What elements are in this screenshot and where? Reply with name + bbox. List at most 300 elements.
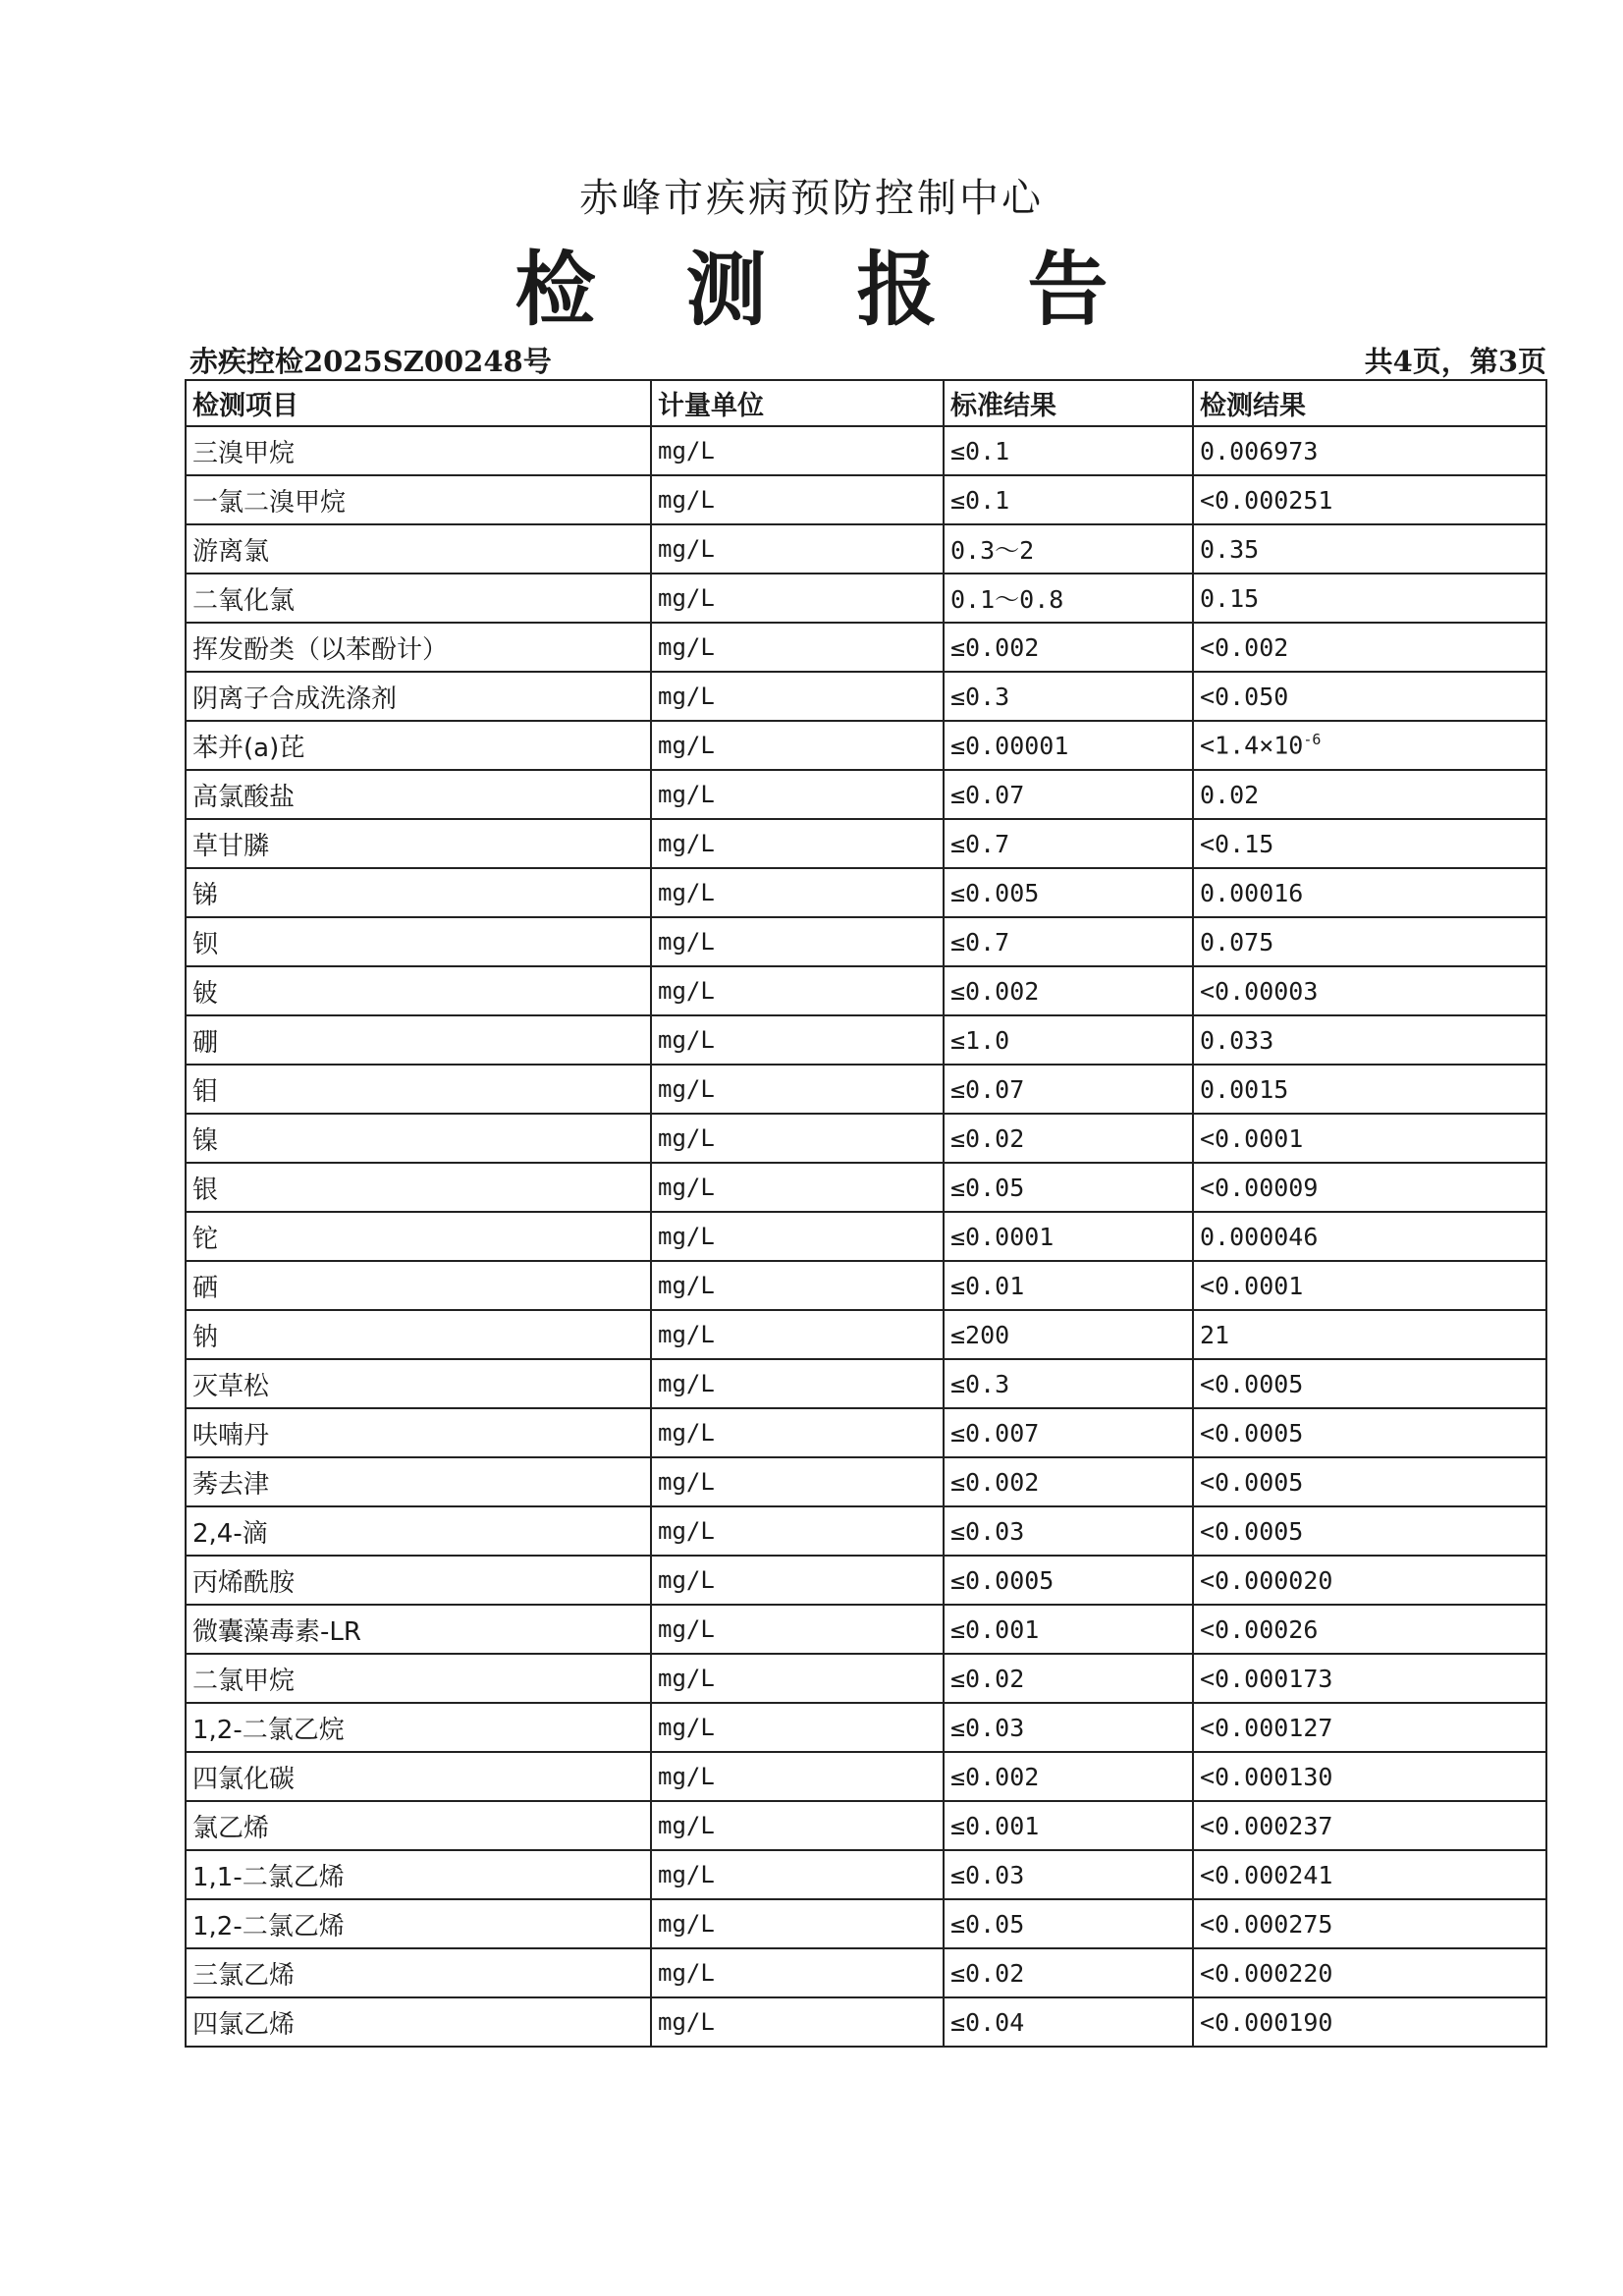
unit-cell-text: mg/L: [658, 1075, 715, 1103]
table-row: [186, 1752, 1546, 1801]
unit-cell-text: mg/L: [658, 1615, 715, 1643]
item-cell: [186, 1899, 651, 1948]
unit-cell: [651, 1752, 944, 1801]
item-cell-text: 1,1-二氯乙烯: [192, 1862, 345, 1892]
table-row: [186, 672, 1546, 721]
result-cell: [1193, 672, 1546, 721]
table-row: [186, 1850, 1546, 1899]
result-cell-text: <0.0001: [1200, 1271, 1304, 1300]
table-row: [186, 574, 1546, 623]
unit-cell: [651, 1506, 944, 1556]
table-row: [186, 475, 1546, 524]
item-cell-text: 2,4-滴: [192, 1518, 268, 1549]
result-cell: [1193, 966, 1546, 1015]
table-row: [186, 966, 1546, 1015]
item-cell: [186, 868, 651, 917]
standard-cell-text: ≤1.0: [950, 1025, 1010, 1055]
unit-cell-text: mg/L: [658, 486, 715, 514]
item-cell-text: 阴离子合成洗涤剂: [192, 683, 398, 714]
item-cell-text: 莠去津: [192, 1469, 270, 1500]
item-cell-text: 游离氯: [192, 536, 270, 567]
unit-cell: [651, 1163, 944, 1212]
result-cell: [1193, 1065, 1546, 1114]
table-row: [186, 1310, 1546, 1359]
unit-cell: [651, 1997, 944, 2047]
item-cell: [186, 1163, 651, 1212]
standard-cell: [944, 1506, 1193, 1556]
table-row: [186, 1997, 1546, 2047]
standard-cell: [944, 426, 1193, 475]
item-cell-text: 1,2-二氯乙烷: [192, 1715, 345, 1745]
result-cell-text: <0.000241: [1200, 1860, 1333, 1889]
item-cell: [186, 1556, 651, 1605]
table-row: [186, 1899, 1546, 1948]
standard-cell: [944, 1899, 1193, 1948]
standard-cell: [944, 1408, 1193, 1457]
item-cell: [186, 1015, 651, 1065]
unit-cell-text: mg/L: [658, 2008, 715, 2036]
standard-cell-text: ≤0.007: [950, 1418, 1040, 1448]
table-row: [186, 917, 1546, 966]
result-cell-text: <0.002: [1200, 632, 1289, 662]
standard-cell-text: ≤0.001: [950, 1614, 1040, 1644]
standard-cell: [944, 672, 1193, 721]
result-cell: [1193, 1310, 1546, 1359]
item-cell: [186, 917, 651, 966]
unit-cell-text: mg/L: [658, 1124, 715, 1152]
result-cell: [1193, 426, 1546, 475]
item-cell-text: 苯并(a)芘: [192, 733, 305, 763]
table-row: [186, 1212, 1546, 1261]
result-cell: [1193, 1261, 1546, 1310]
unit-cell: [651, 1457, 944, 1506]
unit-cell: [651, 1065, 944, 1114]
report-number: 赤疾控检2025SZ00248号: [189, 345, 552, 378]
table-row: [186, 426, 1546, 475]
result-cell-text: <0.0001: [1200, 1123, 1304, 1153]
item-cell-text: 铊: [192, 1224, 219, 1254]
unit-cell: [651, 868, 944, 917]
table-row: [186, 1163, 1546, 1212]
result-cell-text: <0.000127: [1200, 1713, 1333, 1742]
standard-cell-text: ≤0.02: [950, 1664, 1025, 1693]
title-char: 检: [514, 243, 596, 337]
standard-cell-text: ≤0.7: [950, 829, 1010, 858]
table-row: [186, 1408, 1546, 1457]
item-cell-text: 四氯乙烯: [192, 2009, 296, 2040]
standard-cell-text: ≤0.05: [950, 1173, 1025, 1202]
standard-cell: [944, 819, 1193, 868]
table-row: [186, 623, 1546, 672]
item-cell-text: 高氯酸盐: [192, 782, 296, 812]
unit-cell: [651, 1114, 944, 1163]
unit-cell-text: mg/L: [658, 1026, 715, 1054]
table-row: [186, 1359, 1546, 1408]
result-cell-text: <0.000220: [1200, 1958, 1333, 1988]
table-row: [186, 524, 1546, 574]
unit-cell: [651, 1605, 944, 1654]
standard-cell-text: ≤0.001: [950, 1811, 1040, 1840]
result-cell-text: <0.00026: [1200, 1614, 1319, 1644]
standard-cell-text: ≤0.00001: [950, 731, 1069, 760]
unit-cell: [651, 966, 944, 1015]
result-cell: [1193, 524, 1546, 574]
result-cell: [1193, 819, 1546, 868]
standard-cell-text: ≤0.002: [950, 1762, 1040, 1791]
unit-cell-text: mg/L: [658, 1665, 715, 1692]
column-header-unit: 计量单位: [651, 380, 944, 426]
item-cell: [186, 1457, 651, 1506]
unit-cell: [651, 770, 944, 819]
unit-cell: [651, 1212, 944, 1261]
standard-cell: [944, 1605, 1193, 1654]
standard-cell-text: ≤0.02: [950, 1123, 1025, 1153]
unit-cell-text: mg/L: [658, 535, 715, 563]
item-cell: [186, 1261, 651, 1310]
result-cell: [1193, 721, 1546, 770]
standard-cell: [944, 1114, 1193, 1163]
result-cell-text: <0.000173: [1200, 1664, 1333, 1693]
item-cell-text: 1,2-二氯乙烯: [192, 1911, 345, 1941]
standard-cell: [944, 1752, 1193, 1801]
standard-cell: [944, 1065, 1193, 1114]
unit-cell: [651, 1310, 944, 1359]
item-cell-text: 一氯二溴甲烷: [192, 487, 347, 518]
unit-cell: [651, 1015, 944, 1065]
result-cell: [1193, 1556, 1546, 1605]
result-cell: [1193, 1359, 1546, 1408]
result-cell: [1193, 770, 1546, 819]
unit-cell: [651, 819, 944, 868]
result-cell: [1193, 574, 1546, 623]
unit-cell-text: mg/L: [658, 1370, 715, 1397]
standard-cell-text: ≤0.7: [950, 927, 1010, 957]
unit-cell-text: mg/L: [658, 879, 715, 906]
standard-cell: [944, 475, 1193, 524]
result-cell: [1193, 1605, 1546, 1654]
result-cell: [1193, 1948, 1546, 1997]
table-body: [186, 426, 1546, 2047]
result-cell-text: <0.0005: [1200, 1369, 1304, 1398]
standard-cell-text: ≤0.03: [950, 1516, 1025, 1546]
result-cell-text: 0.006973: [1200, 436, 1319, 465]
standard-cell: [944, 1850, 1193, 1899]
item-cell-text: 钠: [192, 1322, 219, 1352]
item-cell-text: 丙烯酰胺: [192, 1567, 296, 1598]
unit-cell: [651, 1359, 944, 1408]
item-cell: [186, 1506, 651, 1556]
result-cell-text: 21: [1200, 1320, 1230, 1349]
standard-cell: [944, 1163, 1193, 1212]
standard-cell: [944, 1703, 1193, 1752]
result-cell-text: 0.075: [1200, 927, 1274, 957]
item-cell-text: 镍: [192, 1125, 219, 1156]
result-cell-text: 0.0015: [1200, 1074, 1289, 1104]
unit-cell: [651, 1408, 944, 1457]
unit-cell: [651, 1850, 944, 1899]
unit-cell: [651, 1801, 944, 1850]
item-cell-text: 二氧化氯: [192, 585, 296, 616]
result-cell-text: <1.4×10: [1200, 731, 1304, 760]
result-cell: [1193, 1212, 1546, 1261]
unit-cell-text: mg/L: [658, 1714, 715, 1741]
standard-cell: [944, 721, 1193, 770]
result-cell-text: 0.00016: [1200, 878, 1304, 907]
result-cell: [1193, 623, 1546, 672]
unit-cell: [651, 917, 944, 966]
table-row: [186, 1457, 1546, 1506]
standard-cell-text: ≤0.07: [950, 1074, 1025, 1104]
standard-cell: [944, 524, 1193, 574]
item-cell-text: 铍: [192, 978, 219, 1009]
standard-cell: [944, 770, 1193, 819]
result-cell-text: <0.000251: [1200, 485, 1333, 515]
title-char: 报: [856, 243, 938, 337]
result-cell: [1193, 1899, 1546, 1948]
standard-cell-text: ≤0.05: [950, 1909, 1025, 1939]
result-cell: [1193, 1801, 1546, 1850]
item-cell: [186, 1801, 651, 1850]
result-cell-text: 0.033: [1200, 1025, 1274, 1055]
unit-cell-text: mg/L: [658, 1812, 715, 1839]
unit-cell-text: mg/L: [658, 928, 715, 956]
title-char: 告: [1027, 243, 1109, 337]
unit-cell-text: mg/L: [658, 1517, 715, 1545]
standard-cell-text: 0.3～2: [950, 536, 1035, 565]
table-row: [186, 868, 1546, 917]
result-cell: [1193, 1114, 1546, 1163]
standard-cell: [944, 868, 1193, 917]
item-cell-text: 硒: [192, 1273, 219, 1303]
result-cell-text: <0.15: [1200, 829, 1274, 858]
result-cell-text: 0.35: [1200, 534, 1260, 564]
column-header-item: 检测项目: [186, 380, 651, 426]
unit-cell: [651, 721, 944, 770]
item-cell: [186, 1310, 651, 1359]
table-row: [186, 770, 1546, 819]
standard-cell-text: ≤0.02: [950, 1958, 1025, 1988]
standard-cell: [944, 1997, 1193, 2047]
item-cell-text: 钡: [192, 929, 219, 959]
item-cell-text: 灭草松: [192, 1371, 270, 1401]
unit-cell: [651, 623, 944, 672]
result-cell-text: <0.00003: [1200, 976, 1319, 1006]
standard-cell-text: ≤200: [950, 1320, 1010, 1349]
result-cell: [1193, 1457, 1546, 1506]
result-cell: [1193, 1015, 1546, 1065]
result-cell: [1193, 1752, 1546, 1801]
unit-cell-text: mg/L: [658, 1468, 715, 1496]
result-cell-text: <0.000130: [1200, 1762, 1333, 1791]
unit-cell-text: mg/L: [658, 1861, 715, 1888]
unit-cell-text: mg/L: [658, 633, 715, 661]
table-header-row: [186, 380, 1546, 426]
result-cell: [1193, 1703, 1546, 1752]
unit-cell: [651, 426, 944, 475]
standard-cell-text: ≤0.04: [950, 2007, 1025, 2037]
standard-cell: [944, 1310, 1193, 1359]
results-table: [185, 379, 1547, 2048]
table-row: [186, 819, 1546, 868]
result-cell: [1193, 1506, 1546, 1556]
standard-cell: [944, 1948, 1193, 1997]
unit-cell: [651, 1703, 944, 1752]
standard-cell: [944, 1654, 1193, 1703]
result-cell: [1193, 917, 1546, 966]
item-cell: [186, 574, 651, 623]
result-cell: [1193, 475, 1546, 524]
unit-cell-text: mg/L: [658, 830, 715, 857]
unit-cell-text: mg/L: [658, 1272, 715, 1299]
result-cell-text: <0.000237: [1200, 1811, 1333, 1840]
result-cell-text: <0.0005: [1200, 1516, 1304, 1546]
standard-cell: [944, 623, 1193, 672]
item-cell: [186, 1212, 651, 1261]
table-row: [186, 1114, 1546, 1163]
item-cell: [186, 1997, 651, 2047]
table-row: [186, 1605, 1546, 1654]
item-cell-text: 氯乙烯: [192, 1813, 270, 1843]
title-char: 测: [685, 243, 767, 337]
result-cell: [1193, 868, 1546, 917]
item-cell-text: 硼: [192, 1027, 219, 1058]
standard-cell: [944, 1801, 1193, 1850]
unit-cell: [651, 1261, 944, 1310]
column-header-standard: 标准结果: [944, 380, 1193, 426]
table-row: [186, 721, 1546, 770]
unit-cell-text: mg/L: [658, 683, 715, 710]
standard-cell: [944, 1556, 1193, 1605]
unit-cell-text: mg/L: [658, 732, 715, 759]
table-row: [186, 1948, 1546, 1997]
item-cell-text: 草甘膦: [192, 831, 270, 861]
standard-cell-text: ≤0.01: [950, 1271, 1025, 1300]
item-cell: [186, 1605, 651, 1654]
standard-cell-text: ≤0.07: [950, 780, 1025, 809]
standard-cell: [944, 1212, 1193, 1261]
item-cell-text: 钼: [192, 1076, 219, 1107]
table-row: [186, 1654, 1546, 1703]
result-cell: [1193, 1654, 1546, 1703]
unit-cell-text: mg/L: [658, 1959, 715, 1987]
table-row: [186, 1801, 1546, 1850]
item-cell-text: 三溴甲烷: [192, 438, 296, 468]
organization-name: 赤峰市疾病预防控制中心: [579, 176, 1044, 221]
result-cell: [1193, 1408, 1546, 1457]
item-cell: [186, 721, 651, 770]
table-row: [186, 1015, 1546, 1065]
table-row: [186, 1556, 1546, 1605]
item-cell: [186, 426, 651, 475]
item-cell-text: 锑: [192, 880, 219, 910]
item-cell: [186, 1654, 651, 1703]
item-cell: [186, 1359, 651, 1408]
item-cell-text: 微囊藻毒素-LR: [192, 1616, 361, 1647]
table-row: [186, 1703, 1546, 1752]
standard-cell-text: 0.1～0.8: [950, 585, 1064, 614]
unit-cell-text: mg/L: [658, 1910, 715, 1938]
standard-cell-text: ≤0.03: [950, 1713, 1025, 1742]
standard-cell: [944, 1015, 1193, 1065]
item-cell: [186, 1065, 651, 1114]
result-cell-text: 0.15: [1200, 583, 1260, 613]
unit-cell-text: mg/L: [658, 1174, 715, 1201]
result-cell-text: <0.0005: [1200, 1467, 1304, 1497]
standard-cell: [944, 966, 1193, 1015]
standard-cell-text: ≤0.005: [950, 878, 1040, 907]
item-cell-text: 三氯乙烯: [192, 1960, 296, 1991]
item-cell-text: 银: [192, 1175, 219, 1205]
standard-cell: [944, 1457, 1193, 1506]
standard-cell-text: ≤0.3: [950, 1369, 1010, 1398]
item-cell-text: 挥发酚类（以苯酚计）: [192, 634, 449, 665]
unit-cell-text: mg/L: [658, 1321, 715, 1348]
result-cell-text: <0.00009: [1200, 1173, 1319, 1202]
standard-cell-text: ≤0.0005: [950, 1565, 1055, 1595]
unit-cell: [651, 1654, 944, 1703]
standard-cell-text: ≤0.3: [950, 682, 1010, 711]
item-cell: [186, 770, 651, 819]
item-cell-text: 二氯甲烷: [192, 1666, 296, 1696]
standard-cell-text: ≤0.1: [950, 485, 1010, 515]
unit-cell: [651, 1899, 944, 1948]
unit-cell-text: mg/L: [658, 977, 715, 1005]
unit-cell: [651, 1948, 944, 1997]
unit-cell-text: mg/L: [658, 781, 715, 808]
result-cell-text: 0.000046: [1200, 1222, 1319, 1251]
page-info: 共4页，第3页: [1364, 345, 1546, 378]
result-cell: [1193, 1850, 1546, 1899]
item-cell: [186, 1408, 651, 1457]
standard-cell-text: ≤0.002: [950, 1467, 1040, 1497]
table-row: [186, 1506, 1546, 1556]
standard-cell: [944, 1261, 1193, 1310]
standard-cell: [944, 1359, 1193, 1408]
unit-cell: [651, 1556, 944, 1605]
unit-cell-text: mg/L: [658, 1566, 715, 1594]
unit-cell-text: mg/L: [658, 584, 715, 612]
result-cell: [1193, 1997, 1546, 2047]
column-header-result: 检测结果: [1193, 380, 1546, 426]
result-cell: [1193, 1163, 1546, 1212]
item-cell: [186, 1752, 651, 1801]
item-cell: [186, 1114, 651, 1163]
item-cell: [186, 966, 651, 1015]
result-cell-text: <0.000275: [1200, 1909, 1333, 1939]
result-exponent: -6: [1303, 731, 1322, 749]
item-cell: [186, 524, 651, 574]
standard-cell-text: ≤0.1: [950, 436, 1010, 465]
table-row: [186, 1065, 1546, 1114]
standard-cell: [944, 917, 1193, 966]
item-cell: [186, 819, 651, 868]
standard-cell: [944, 574, 1193, 623]
item-cell: [186, 1948, 651, 1997]
standard-cell-text: ≤0.002: [950, 632, 1040, 662]
unit-cell-text: mg/L: [658, 437, 715, 465]
unit-cell-text: mg/L: [658, 1223, 715, 1250]
item-cell-text: 四氯化碳: [192, 1764, 296, 1794]
standard-cell-text: ≤0.03: [950, 1860, 1025, 1889]
result-cell-text: <0.000190: [1200, 2007, 1333, 2037]
unit-cell: [651, 524, 944, 574]
unit-cell: [651, 574, 944, 623]
item-cell: [186, 475, 651, 524]
unit-cell-text: mg/L: [658, 1763, 715, 1790]
unit-cell: [651, 475, 944, 524]
item-cell-text: 呋喃丹: [192, 1420, 270, 1450]
table-row: [186, 1261, 1546, 1310]
